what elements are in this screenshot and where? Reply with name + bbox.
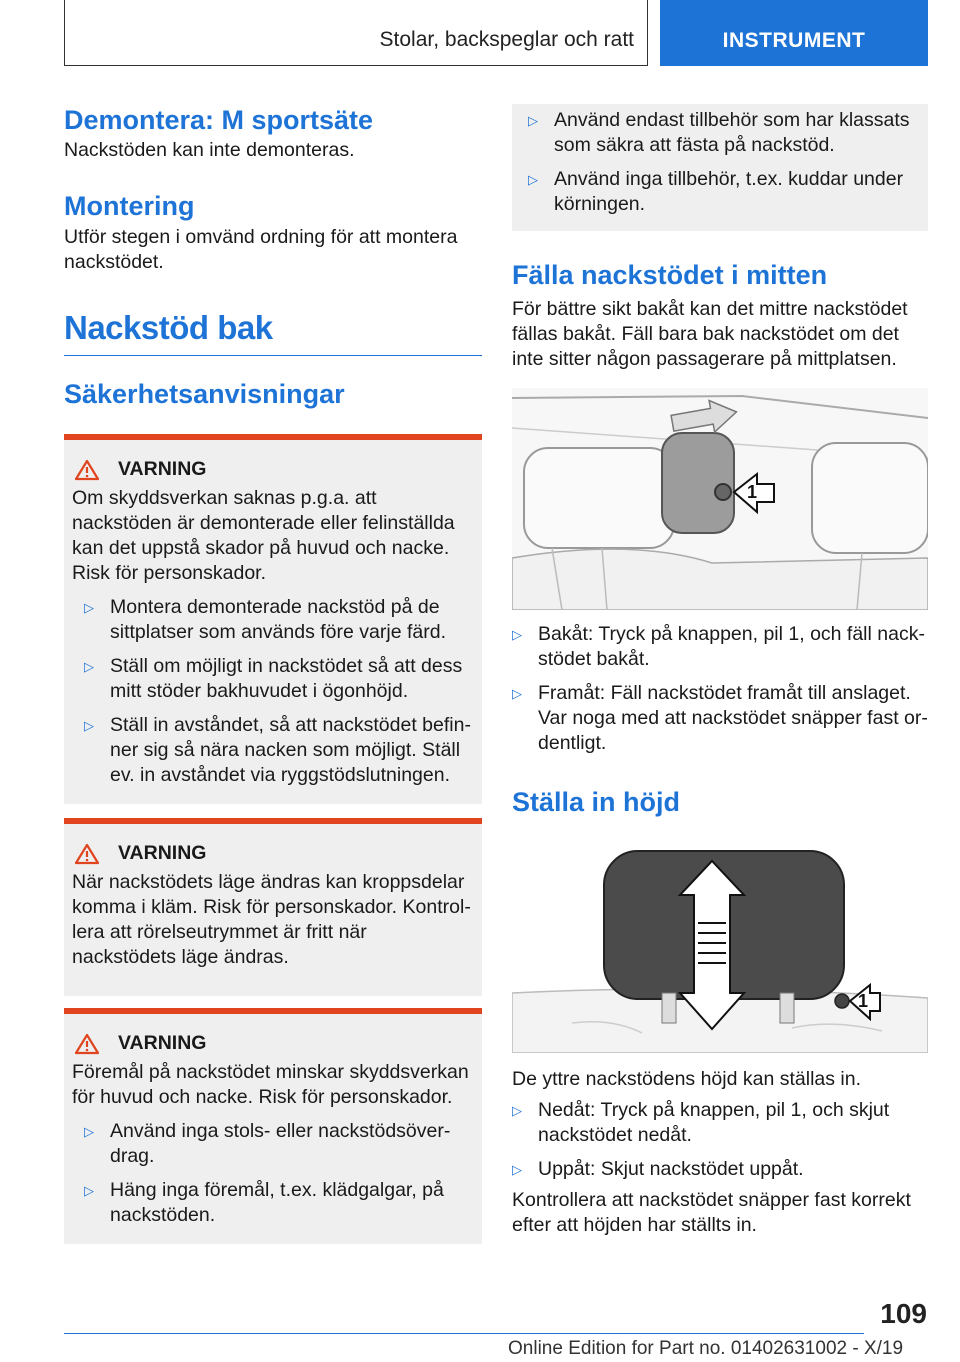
triangle-bullet-icon: ▷ <box>84 600 94 616</box>
warning-triangle-icon <box>74 1033 100 1055</box>
warning-title <box>72 458 474 481</box>
heading-nackstod-bak: Nackstöd bak <box>64 309 482 356</box>
triangle-bullet-icon: ▷ <box>84 718 94 734</box>
warning-label: VARNING <box>118 458 207 481</box>
triangle-bullet-icon: ▷ <box>512 627 522 643</box>
warning-title <box>72 842 474 865</box>
headrest-height-drawing <box>512 843 928 1053</box>
list-item <box>512 1098 928 1148</box>
page-number: 109 <box>880 1298 927 1329</box>
list-item <box>516 167 920 217</box>
warning-triangle-icon <box>74 843 100 865</box>
list-item <box>72 713 474 788</box>
chapter-title: Stolar, backspeglar och ratt <box>379 28 634 51</box>
list-item <box>72 595 474 645</box>
footer-rule <box>64 1333 864 1334</box>
warning-continuation <box>512 104 928 231</box>
list-item <box>512 681 928 756</box>
bullet-text: Montera demonterade nackstöd på de sittplatser som används före varje färd. <box>110 596 446 644</box>
triangle-bullet-icon: ▷ <box>528 113 538 128</box>
text-kontroll: Kontrollera att nackstödet snäpper fast korrekt efter att höjden har ställts in. <box>512 1188 911 1236</box>
list-item <box>72 1178 474 1228</box>
warning-triangle-icon <box>74 459 100 481</box>
bullet-text: Nedåt: Tryck på knappen, pil 1, och skjut nackstödet nedåt. <box>538 1098 890 1146</box>
callout-1-label: 1 <box>747 482 758 503</box>
heading-sakerhet: Säkerhetsanvisningar <box>64 378 345 409</box>
list-item <box>512 1157 928 1182</box>
right-column <box>512 104 928 1238</box>
headrest-height-illustration <box>512 843 928 1053</box>
triangle-bullet-icon: ▷ <box>84 1124 94 1140</box>
list-item <box>516 108 920 158</box>
warning-title <box>72 1032 474 1055</box>
heading-montering: Montering <box>64 191 195 222</box>
callout-1-label: 1 <box>858 990 869 1011</box>
triangle-bullet-icon: ▷ <box>84 659 94 675</box>
bullet-text: Uppåt: Skjut nackstödet uppåt. <box>538 1157 804 1180</box>
text-montering: Utför stegen i omvänd ordning för att montera nackstödet. <box>64 225 458 273</box>
text-falla: För bättre sikt bakåt kan det mittre nackstödet fällas bakåt. Fäll bara bak nackstödet om det inte sitter någon passagerare på mittplatsen. <box>512 298 908 371</box>
headrest-fold-illustration <box>512 388 928 610</box>
text-demontera: Nackstöden kan inte demonteras. <box>64 139 355 162</box>
bullet-text: Använd inga tillbehör, t.ex. kuddar under körningen. <box>554 168 904 215</box>
triangle-bullet-icon: ▷ <box>84 1183 94 1199</box>
warning-label: VARNING <box>118 1032 207 1055</box>
list-item <box>72 654 474 704</box>
warning-text: Om skyddsverkan saknas p.g.a. att nackstöden är demonterade eller felinställda kan det uppstå skador på huvud och nacke. Risk för personskador. <box>72 487 455 585</box>
text-hojd: De yttre nackstödens höjd kan ställas in. <box>512 1067 862 1090</box>
rear-seats-drawing <box>512 388 928 610</box>
section-tab[interactable]: INSTRUMENT <box>660 0 928 66</box>
bullet-text: Framåt: Fäll nackstödet framåt till anslaget. Var noga med att nackstödet snäpper fast ordentligt. <box>538 682 928 755</box>
heading-demontera: Demontera: M sportsäte <box>64 105 374 135</box>
warning-box-3 <box>64 1008 482 1244</box>
triangle-bullet-icon: ▷ <box>512 1161 522 1177</box>
list-item <box>512 622 928 672</box>
bullet-text: Använd inga stols- eller nackstödsöverdrag. <box>110 1120 451 1168</box>
warning-label: VARNING <box>118 842 207 865</box>
bullet-text: Ställ om möjligt in nackstödet så att dess mitt stöder bakhuvudet i ögonhöjd. <box>110 655 463 703</box>
edition-info: Online Edition for Part no. 01402631002 - X/19 <box>508 1338 904 1359</box>
bullet-text: Häng inga föremål, t.ex. klädgalgar, på nackstöden. <box>110 1179 444 1227</box>
bullet-text: Använd endast tillbehör som har klassats som säkra att fästa på nackstöd. <box>554 109 910 156</box>
warning-box-2 <box>64 818 482 996</box>
triangle-bullet-icon: ▷ <box>512 686 522 702</box>
warning-text: Föremål på nackstödet minskar skyddsverkan för huvud och nacke. Risk för personskador. <box>72 1061 469 1109</box>
list-item <box>72 1119 474 1169</box>
bullet-text: Ställ in avståndet, så att nackstödet befinner sig så nära nacken som möjligt. Ställ ev. in avståndet via ryggstödslutningen. <box>110 714 471 787</box>
triangle-bullet-icon: ▷ <box>512 1102 522 1118</box>
heading-falla: Fälla nackstödet i mitten <box>512 260 828 290</box>
triangle-bullet-icon: ▷ <box>528 172 538 187</box>
heading-hojd: Ställa in höjd <box>512 787 681 818</box>
left-column <box>64 104 482 1244</box>
warning-box-1 <box>64 434 482 804</box>
bullet-text: Bakåt: Tryck på knappen, pil 1, och fäll nackstödet bakåt. <box>538 623 925 671</box>
warning-text: När nackstödets läge ändras kan kroppsdelar komma i kläm. Risk för personskador. Kontrollera att rörelseutrymmet är fritt när nackstödets läge ändras. <box>72 871 471 969</box>
page-header <box>64 0 928 66</box>
